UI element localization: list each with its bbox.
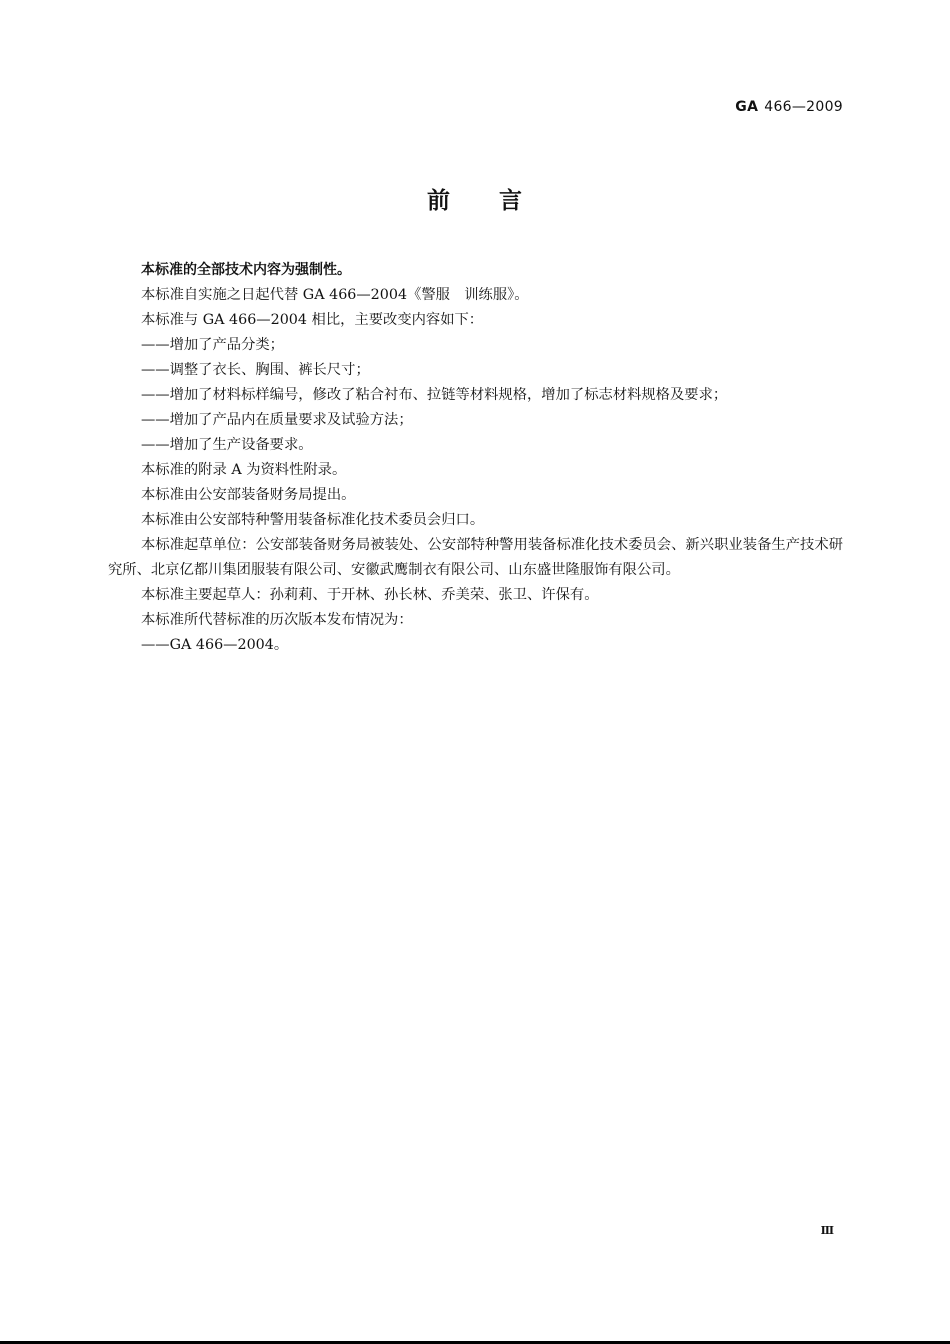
appendix-statement: 本标准的附录 A 为资料性附录。 <box>141 462 347 478</box>
main-drafters: 本标准主要起草人：孙莉莉、于开林、孙长林、乔美荣、张卫、许保有。 <box>141 587 599 603</box>
drafting-units: 本标准起草单位：公安部装备财务局被装处、公安部特种警用装备标准化技术委员会、新兴职业装备生产技术研究所、北京亿都川集团服装有限公司、安徽武鹰制衣有限公司、山东盛世隆服饰有限公司。 <box>108 537 843 578</box>
proposer-statement: 本标准由公安部装备财务局提出。 <box>141 487 356 503</box>
mandatory-statement: 本标准的全部技术内容为强制性。 <box>141 262 351 278</box>
replacement-statement: 本标准自实施之日起代替 GA 466—2004《警服 训练服》。 <box>141 287 529 303</box>
changes-intro: 本标准与 GA 466—2004 相比，主要改变内容如下： <box>141 312 484 328</box>
standard-code-prefix: GA <box>735 99 759 115</box>
committee-statement: 本标准由公安部特种警用装备标准化技术委员会归口。 <box>141 512 485 528</box>
standard-code-number: 466—2009 <box>764 99 843 115</box>
change-item: ——增加了生产设备要求。 <box>141 437 313 453</box>
page-title: 前 言 <box>427 188 523 214</box>
change-item: ——增加了产品内在质量要求及试验方法； <box>141 412 413 428</box>
change-item: ——调整了衣长、胸围、裤长尺寸； <box>141 362 370 378</box>
foreword-body <box>108 258 843 658</box>
history-intro: 本标准所代替标准的历次版本发布情况为： <box>141 612 413 628</box>
change-item: ——增加了材料标样编号，修改了粘合衬布、拉链等材料规格，增加了标志材料规格及要求； <box>141 387 728 403</box>
page-number: Ⅲ <box>820 1224 833 1237</box>
standard-code <box>735 99 843 115</box>
change-item: ——增加了产品分类； <box>141 337 284 353</box>
history-item: ——GA 466—2004。 <box>141 637 289 653</box>
